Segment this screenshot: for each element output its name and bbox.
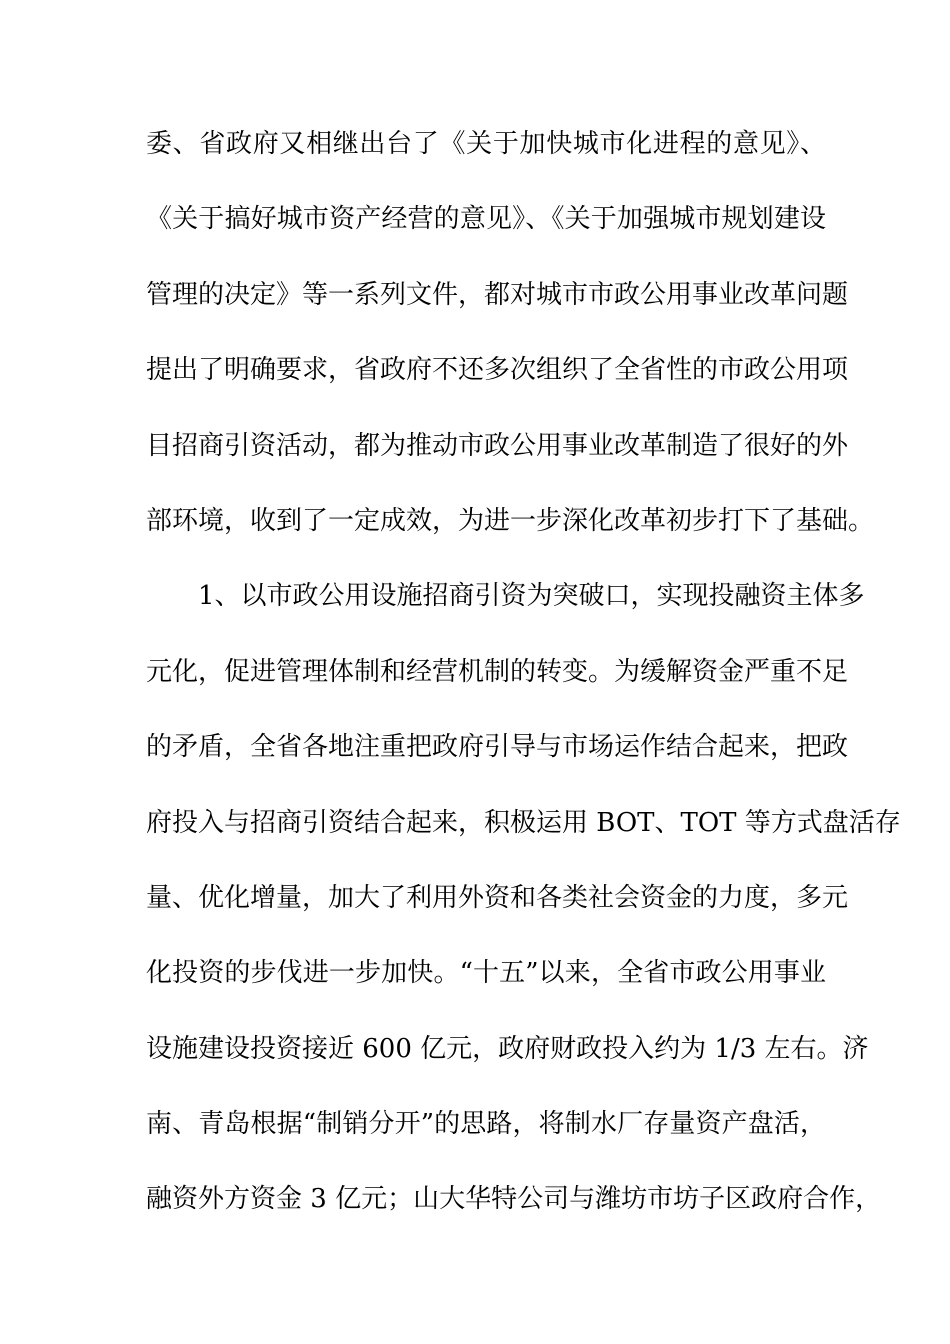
text-line: 府投入与招商引资结合起来，积极运用 BOT、TOT 等方式盘活存: [146, 807, 901, 838]
text-line: 管理的决定》等一系列文件，都对城市市政公用事业改革问题: [146, 279, 849, 310]
text-line: 设施建设投资接近 600 亿元，政府财政投入约为 1/3 左右。济: [146, 1033, 869, 1064]
body-text: [146, 129, 901, 1262]
text-line: 提出了明确要求，省政府不还多次组织了全省性的市政公用项: [146, 355, 849, 386]
text-line: 化投资的步伐进一步加快。“十五”以来，全省市政公用事业: [146, 958, 826, 989]
text-line: 南、青岛根据“制销分开”的思路，将制水厂存量资产盘活，: [146, 1109, 826, 1140]
text-line: 委、省政府又相继出台了《关于加快城市化进程的意见》、: [146, 129, 826, 159]
text-line: 元化，促进管理体制和经营机制的转变。为缓解资金严重不足: [146, 656, 849, 687]
text-line: 部环境，收到了一定成效，为进一步深化改革初步打下了基础。: [146, 505, 875, 536]
text-line: 量、优化增量，加大了利用外资和各类社会资金的力度，多元: [146, 882, 849, 913]
paragraph-first-line: 1、以市政公用设施招商引资为突破口，实现投融资主体多: [198, 581, 865, 612]
text-line: 融资外方资金 3 亿元；山大华特公司与潍坊市坊子区政府合作，: [146, 1184, 882, 1215]
text-line: 《关于搞好城市资产经营的意见》、《关于加强城市规划建设: [146, 204, 826, 235]
text-line: 的矛盾，全省各地注重把政府引导与市场运作结合起来，把政: [146, 732, 849, 763]
text-line: 目招商引资活动，都为推动市政公用事业改革制造了很好的外: [146, 430, 849, 461]
